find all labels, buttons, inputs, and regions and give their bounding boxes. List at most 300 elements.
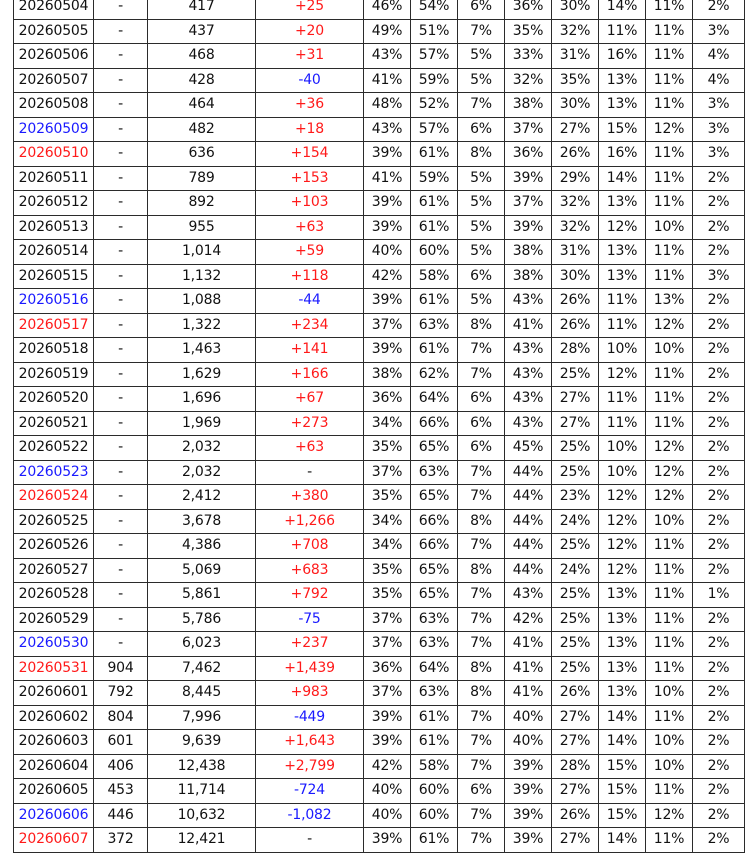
percent-cell: 34%	[364, 411, 411, 436]
percent-cell: 61%	[411, 191, 458, 216]
percent-cell: 43%	[364, 44, 411, 69]
percent-cell: 59%	[411, 166, 458, 191]
total-cell: 482	[148, 117, 256, 142]
count-cell: -	[94, 142, 148, 167]
total-cell: 1,014	[148, 240, 256, 265]
percent-cell: 27%	[552, 387, 599, 412]
total-cell: 7,462	[148, 656, 256, 681]
percent-cell: 61%	[411, 705, 458, 730]
date-cell: 20260520	[14, 387, 94, 412]
percent-cell: 32%	[505, 68, 552, 93]
percent-cell: 2%	[693, 460, 745, 485]
percent-cell: 8%	[458, 142, 505, 167]
percent-cell: 11%	[599, 411, 646, 436]
change-cell: +1,266	[256, 509, 364, 534]
percent-cell: 4%	[693, 44, 745, 69]
percent-cell: 43%	[505, 362, 552, 387]
change-cell: -724	[256, 779, 364, 804]
percent-cell: 39%	[364, 828, 411, 853]
data-table	[13, 0, 745, 853]
percent-cell: 2%	[693, 485, 745, 510]
percent-cell: 37%	[505, 117, 552, 142]
percent-cell: 13%	[599, 656, 646, 681]
date-cell: 20260514	[14, 240, 94, 265]
table-row	[14, 191, 745, 216]
total-cell: 2,412	[148, 485, 256, 510]
percent-cell: 11%	[646, 656, 693, 681]
table-row	[14, 681, 745, 706]
total-cell: 1,629	[148, 362, 256, 387]
percent-cell: 8%	[458, 681, 505, 706]
percent-cell: 25%	[552, 460, 599, 485]
total-cell: 6,023	[148, 632, 256, 657]
total-cell: 1,696	[148, 387, 256, 412]
percent-cell: 13%	[599, 583, 646, 608]
percent-cell: 28%	[552, 754, 599, 779]
percent-cell: 6%	[458, 436, 505, 461]
percent-cell: 44%	[505, 460, 552, 485]
percent-cell: 13%	[599, 681, 646, 706]
percent-cell: 24%	[552, 558, 599, 583]
percent-cell: 59%	[411, 68, 458, 93]
percent-cell: 13%	[599, 68, 646, 93]
percent-cell: 64%	[411, 656, 458, 681]
percent-cell: 41%	[505, 632, 552, 657]
percent-cell: 7%	[458, 485, 505, 510]
change-cell: -	[256, 460, 364, 485]
percent-cell: 40%	[364, 803, 411, 828]
percent-cell: 38%	[364, 362, 411, 387]
percent-cell: 12%	[599, 362, 646, 387]
table-row	[14, 264, 745, 289]
percent-cell: 36%	[505, 0, 552, 19]
percent-cell: 7%	[458, 19, 505, 44]
percent-cell: 2%	[693, 289, 745, 314]
percent-cell: 11%	[599, 19, 646, 44]
percent-cell: 7%	[458, 754, 505, 779]
count-cell: 904	[94, 656, 148, 681]
change-cell: -1,082	[256, 803, 364, 828]
count-cell: 804	[94, 705, 148, 730]
percent-cell: 3%	[693, 264, 745, 289]
change-cell: +983	[256, 681, 364, 706]
percent-cell: 10%	[646, 215, 693, 240]
percent-cell: 5%	[458, 289, 505, 314]
date-cell: 20260526	[14, 534, 94, 559]
date-cell: 20260508	[14, 93, 94, 118]
percent-cell: 2%	[693, 656, 745, 681]
percent-cell: 7%	[458, 460, 505, 485]
percent-cell: 42%	[505, 607, 552, 632]
change-cell: +141	[256, 338, 364, 363]
percent-cell: 11%	[646, 558, 693, 583]
change-cell: +2,799	[256, 754, 364, 779]
percent-cell: 37%	[364, 632, 411, 657]
percent-cell: 12%	[646, 460, 693, 485]
percent-cell: 11%	[646, 534, 693, 559]
percent-cell: 8%	[458, 656, 505, 681]
percent-cell: 2%	[693, 632, 745, 657]
percent-cell: 6%	[458, 117, 505, 142]
date-cell: 20260530	[14, 632, 94, 657]
percent-cell: 4%	[693, 68, 745, 93]
percent-cell: 52%	[411, 93, 458, 118]
date-cell: 20260519	[14, 362, 94, 387]
percent-cell: 36%	[364, 656, 411, 681]
percent-cell: 66%	[411, 534, 458, 559]
percent-cell: 11%	[646, 607, 693, 632]
percent-cell: 42%	[364, 754, 411, 779]
percent-cell: 44%	[505, 485, 552, 510]
percent-cell: 13%	[599, 264, 646, 289]
percent-cell: 7%	[458, 828, 505, 853]
percent-cell: 43%	[505, 387, 552, 412]
percent-cell: 43%	[505, 338, 552, 363]
percent-cell: 39%	[505, 779, 552, 804]
percent-cell: 8%	[458, 558, 505, 583]
change-cell: -44	[256, 289, 364, 314]
percent-cell: 12%	[646, 313, 693, 338]
count-cell: -	[94, 93, 148, 118]
change-cell: +237	[256, 632, 364, 657]
percent-cell: 11%	[646, 583, 693, 608]
count-cell: -	[94, 166, 148, 191]
percent-cell: 1%	[693, 583, 745, 608]
date-cell: 20260605	[14, 779, 94, 804]
count-cell: -	[94, 534, 148, 559]
change-cell: +708	[256, 534, 364, 559]
percent-cell: 11%	[646, 68, 693, 93]
percent-cell: 2%	[693, 215, 745, 240]
change-cell: +234	[256, 313, 364, 338]
percent-cell: 11%	[646, 240, 693, 265]
percent-cell: 11%	[646, 387, 693, 412]
percent-cell: 41%	[505, 313, 552, 338]
total-cell: 468	[148, 44, 256, 69]
total-cell: 10,632	[148, 803, 256, 828]
percent-cell: 39%	[364, 289, 411, 314]
percent-cell: 65%	[411, 485, 458, 510]
total-cell: 9,639	[148, 730, 256, 755]
percent-cell: 6%	[458, 387, 505, 412]
percent-cell: 14%	[599, 166, 646, 191]
percent-cell: 3%	[693, 142, 745, 167]
total-cell: 4,386	[148, 534, 256, 559]
date-cell: 20260525	[14, 509, 94, 534]
percent-cell: 2%	[693, 534, 745, 559]
percent-cell: 30%	[552, 0, 599, 19]
count-cell: -	[94, 436, 148, 461]
percent-cell: 57%	[411, 44, 458, 69]
percent-cell: 31%	[552, 240, 599, 265]
percent-cell: 5%	[458, 166, 505, 191]
percent-cell: 2%	[693, 387, 745, 412]
percent-cell: 2%	[693, 705, 745, 730]
table-row	[14, 558, 745, 583]
percent-cell: 11%	[646, 779, 693, 804]
percent-cell: 6%	[458, 779, 505, 804]
percent-cell: 61%	[411, 142, 458, 167]
date-cell: 20260506	[14, 44, 94, 69]
percent-cell: 36%	[364, 387, 411, 412]
change-cell: +36	[256, 93, 364, 118]
percent-cell: 2%	[693, 436, 745, 461]
change-cell: +166	[256, 362, 364, 387]
percent-cell: 28%	[552, 338, 599, 363]
change-cell: -449	[256, 705, 364, 730]
change-cell: +103	[256, 191, 364, 216]
total-cell: 5,786	[148, 607, 256, 632]
percent-cell: 37%	[505, 191, 552, 216]
percent-cell: 31%	[552, 44, 599, 69]
table-row	[14, 411, 745, 436]
percent-cell: 10%	[646, 681, 693, 706]
percent-cell: 35%	[364, 485, 411, 510]
table-row	[14, 362, 745, 387]
percent-cell: 6%	[458, 411, 505, 436]
count-cell: -	[94, 313, 148, 338]
percent-cell: 30%	[552, 93, 599, 118]
table-row	[14, 44, 745, 69]
table-row	[14, 607, 745, 632]
percent-cell: 11%	[646, 411, 693, 436]
percent-cell: 12%	[646, 117, 693, 142]
percent-cell: 2%	[693, 338, 745, 363]
count-cell: -	[94, 338, 148, 363]
change-cell: +63	[256, 215, 364, 240]
percent-cell: 39%	[505, 166, 552, 191]
percent-cell: 40%	[364, 240, 411, 265]
percent-cell: 63%	[411, 460, 458, 485]
percent-cell: 7%	[458, 607, 505, 632]
percent-cell: 26%	[552, 142, 599, 167]
count-cell: 406	[94, 754, 148, 779]
count-cell: -	[94, 0, 148, 19]
table-row	[14, 754, 745, 779]
percent-cell: 57%	[411, 117, 458, 142]
change-cell: +18	[256, 117, 364, 142]
count-cell: 453	[94, 779, 148, 804]
percent-cell: 37%	[364, 607, 411, 632]
date-cell: 20260601	[14, 681, 94, 706]
count-cell: -	[94, 632, 148, 657]
percent-cell: 25%	[552, 656, 599, 681]
table-row	[14, 509, 745, 534]
change-cell: -75	[256, 607, 364, 632]
date-cell: 20260528	[14, 583, 94, 608]
percent-cell: 27%	[552, 705, 599, 730]
date-cell: 20260510	[14, 142, 94, 167]
percent-cell: 14%	[599, 828, 646, 853]
percent-cell: 2%	[693, 730, 745, 755]
percent-cell: 32%	[552, 215, 599, 240]
total-cell: 7,996	[148, 705, 256, 730]
change-cell: +1,439	[256, 656, 364, 681]
percent-cell: 5%	[458, 44, 505, 69]
percent-cell: 35%	[364, 558, 411, 583]
percent-cell: 7%	[458, 632, 505, 657]
percent-cell: 11%	[599, 313, 646, 338]
percent-cell: 44%	[505, 558, 552, 583]
percent-cell: 65%	[411, 583, 458, 608]
change-cell: +59	[256, 240, 364, 265]
date-cell: 20260516	[14, 289, 94, 314]
count-cell: -	[94, 117, 148, 142]
count-cell: -	[94, 387, 148, 412]
percent-cell: 63%	[411, 632, 458, 657]
total-cell: 12,438	[148, 754, 256, 779]
percent-cell: 10%	[646, 509, 693, 534]
percent-cell: 44%	[505, 509, 552, 534]
total-cell: 437	[148, 19, 256, 44]
percent-cell: 5%	[458, 215, 505, 240]
date-cell: 20260606	[14, 803, 94, 828]
change-cell: -40	[256, 68, 364, 93]
date-cell: 20260517	[14, 313, 94, 338]
total-cell: 464	[148, 93, 256, 118]
change-cell: +31	[256, 44, 364, 69]
percent-cell: 16%	[599, 44, 646, 69]
date-cell: 20260518	[14, 338, 94, 363]
percent-cell: 7%	[458, 583, 505, 608]
percent-cell: 10%	[646, 754, 693, 779]
total-cell: 8,445	[148, 681, 256, 706]
percent-cell: 7%	[458, 730, 505, 755]
percent-cell: 11%	[646, 19, 693, 44]
percent-cell: 39%	[505, 828, 552, 853]
date-cell: 20260505	[14, 19, 94, 44]
percent-cell: 40%	[505, 705, 552, 730]
percent-cell: 11%	[599, 289, 646, 314]
percent-cell: 51%	[411, 19, 458, 44]
total-cell: 1,088	[148, 289, 256, 314]
percent-cell: 2%	[693, 607, 745, 632]
date-cell: 20260513	[14, 215, 94, 240]
percent-cell: 66%	[411, 509, 458, 534]
total-cell: 1,132	[148, 264, 256, 289]
percent-cell: 7%	[458, 705, 505, 730]
percent-cell: 58%	[411, 754, 458, 779]
percent-cell: 2%	[693, 362, 745, 387]
percent-cell: 13%	[599, 93, 646, 118]
percent-cell: 61%	[411, 338, 458, 363]
percent-cell: 2%	[693, 779, 745, 804]
table-row	[14, 779, 745, 804]
percent-cell: 37%	[364, 460, 411, 485]
total-cell: 2,032	[148, 436, 256, 461]
count-cell: -	[94, 19, 148, 44]
percent-cell: 54%	[411, 0, 458, 19]
count-cell: 792	[94, 681, 148, 706]
percent-cell: 35%	[505, 19, 552, 44]
percent-cell: 5%	[458, 68, 505, 93]
percent-cell: 25%	[552, 607, 599, 632]
date-cell: 20260604	[14, 754, 94, 779]
percent-cell: 7%	[458, 93, 505, 118]
percent-cell: 60%	[411, 240, 458, 265]
percent-cell: 30%	[552, 264, 599, 289]
percent-cell: 11%	[646, 142, 693, 167]
percent-cell: 10%	[599, 436, 646, 461]
table-row	[14, 19, 745, 44]
total-cell: 892	[148, 191, 256, 216]
percent-cell: 11%	[646, 828, 693, 853]
percent-cell: 27%	[552, 779, 599, 804]
percent-cell: 39%	[505, 803, 552, 828]
percent-cell: 39%	[364, 191, 411, 216]
percent-cell: 43%	[505, 411, 552, 436]
count-cell: -	[94, 264, 148, 289]
percent-cell: 10%	[599, 460, 646, 485]
percent-cell: 25%	[552, 534, 599, 559]
count-cell: -	[94, 509, 148, 534]
change-cell: +792	[256, 583, 364, 608]
percent-cell: 61%	[411, 828, 458, 853]
percent-cell: 3%	[693, 93, 745, 118]
total-cell: 12,421	[148, 828, 256, 853]
percent-cell: 27%	[552, 411, 599, 436]
change-cell: +153	[256, 166, 364, 191]
percent-cell: 24%	[552, 509, 599, 534]
percent-cell: 7%	[458, 803, 505, 828]
percent-cell: 39%	[364, 338, 411, 363]
percent-cell: 34%	[364, 534, 411, 559]
percent-cell: 61%	[411, 730, 458, 755]
percent-cell: 39%	[505, 754, 552, 779]
count-cell: -	[94, 583, 148, 608]
count-cell: -	[94, 485, 148, 510]
percent-cell: 39%	[364, 730, 411, 755]
table-row	[14, 215, 745, 240]
table-row	[14, 583, 745, 608]
count-cell: -	[94, 411, 148, 436]
total-cell: 636	[148, 142, 256, 167]
percent-cell: 35%	[364, 436, 411, 461]
change-cell: +20	[256, 19, 364, 44]
table-row	[14, 485, 745, 510]
table-row	[14, 705, 745, 730]
percent-cell: 29%	[552, 166, 599, 191]
percent-cell: 11%	[646, 362, 693, 387]
percent-cell: 26%	[552, 803, 599, 828]
total-cell: 428	[148, 68, 256, 93]
percent-cell: 12%	[646, 485, 693, 510]
percent-cell: 2%	[693, 0, 745, 19]
percent-cell: 11%	[646, 705, 693, 730]
percent-cell: 39%	[364, 705, 411, 730]
percent-cell: 60%	[411, 803, 458, 828]
percent-cell: 13%	[646, 289, 693, 314]
percent-cell: 2%	[693, 313, 745, 338]
percent-cell: 5%	[458, 191, 505, 216]
percent-cell: 23%	[552, 485, 599, 510]
percent-cell: 48%	[364, 93, 411, 118]
percent-cell: 10%	[646, 338, 693, 363]
date-cell: 20260529	[14, 607, 94, 632]
change-cell: +118	[256, 264, 364, 289]
percent-cell: 2%	[693, 828, 745, 853]
percent-cell: 25%	[552, 436, 599, 461]
percent-cell: 38%	[505, 240, 552, 265]
change-cell: +67	[256, 387, 364, 412]
percent-cell: 39%	[364, 215, 411, 240]
percent-cell: 61%	[411, 289, 458, 314]
percent-cell: 5%	[458, 240, 505, 265]
percent-cell: 11%	[646, 44, 693, 69]
percent-cell: 40%	[364, 779, 411, 804]
percent-cell: 6%	[458, 264, 505, 289]
count-cell: -	[94, 558, 148, 583]
